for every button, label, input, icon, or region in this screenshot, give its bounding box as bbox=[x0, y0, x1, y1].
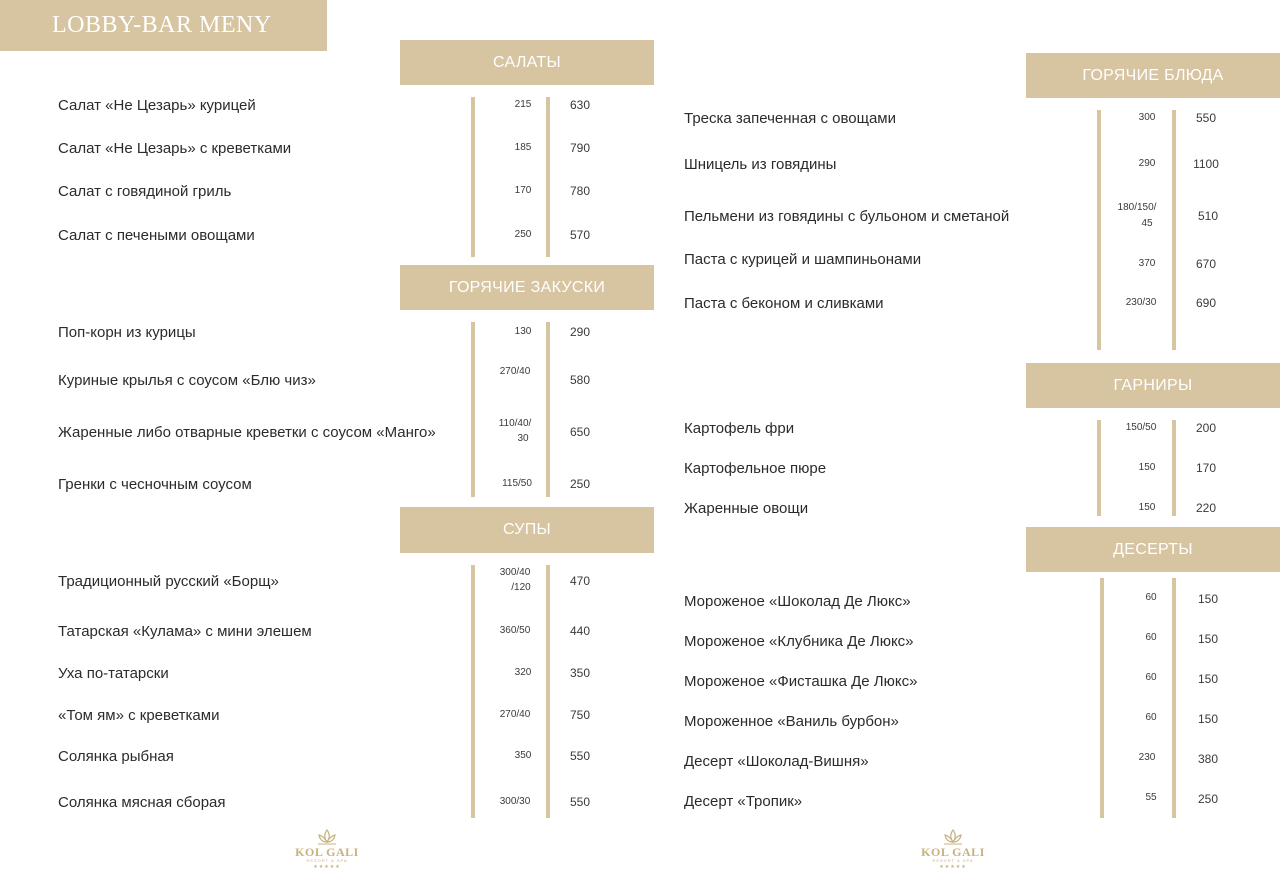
menu-item-price: 790 bbox=[569, 141, 591, 155]
menu-item-price: 690 bbox=[1195, 296, 1217, 310]
logo-stars: ★★★★★ bbox=[313, 864, 341, 870]
section-header-hot-snacks: ГОРЯЧИЕ ЗАКУСКИ bbox=[400, 265, 654, 310]
lotus-icon bbox=[316, 828, 338, 846]
menu-item-name: Уха по-татарски bbox=[58, 665, 169, 682]
resort-logo bbox=[908, 828, 998, 870]
menu-item-name: Шницель из говядины bbox=[684, 156, 837, 173]
menu-item-price: 550 bbox=[569, 795, 591, 809]
menu-item-weight: 115/50 bbox=[502, 478, 532, 489]
menu-item-weight: 150 bbox=[1138, 462, 1156, 473]
logo-subtitle: RESORT & SPA bbox=[932, 858, 974, 863]
menu-item-price: 470 bbox=[569, 574, 591, 588]
menu-item-weight-cont: 30 bbox=[517, 433, 529, 444]
menu-item-price: 220 bbox=[1195, 501, 1217, 515]
divider-weight bbox=[1097, 420, 1101, 516]
menu-item-weight: 150 bbox=[1138, 502, 1156, 513]
menu-item-name: Десерт «Шоколад-Вишня» bbox=[684, 753, 869, 770]
menu-item-price: 780 bbox=[569, 184, 591, 198]
divider-weight bbox=[1097, 110, 1101, 350]
menu-item-weight: 290 bbox=[1138, 158, 1156, 169]
menu-item-weight: 180/150/ bbox=[1117, 202, 1157, 213]
section-header-soups: СУПЫ bbox=[400, 507, 654, 553]
menu-item-weight: 55 bbox=[1145, 792, 1157, 803]
menu-item-name: Солянка мясная сборая bbox=[58, 794, 226, 811]
menu-item-weight: 350 bbox=[514, 750, 532, 761]
menu-item-weight-cont: /120 bbox=[511, 582, 531, 593]
menu-item-price: 550 bbox=[1195, 111, 1217, 125]
menu-item-price: 250 bbox=[1197, 792, 1219, 806]
menu-item-price: 170 bbox=[1195, 461, 1217, 475]
menu-item-weight: 320 bbox=[514, 667, 532, 678]
menu-item-name: Солянка рыбная bbox=[58, 748, 174, 765]
divider-price bbox=[1172, 578, 1176, 818]
section-header-hot-dishes: ГОРЯЧИЕ БЛЮДА bbox=[1026, 53, 1280, 98]
divider-weight bbox=[471, 565, 475, 818]
divider-price bbox=[546, 322, 550, 497]
menu-item-name: Картофель фри bbox=[684, 420, 795, 437]
menu-item-name: Картофельное пюре bbox=[684, 460, 827, 477]
section-header-salads: САЛАТЫ bbox=[400, 40, 654, 85]
lotus-icon bbox=[942, 828, 964, 846]
menu-item-price: 150 bbox=[1197, 712, 1219, 726]
menu-item-weight: 170 bbox=[514, 185, 532, 196]
section-header-garnishes: ГАРНИРЫ bbox=[1026, 363, 1280, 408]
menu-item-weight: 370 bbox=[1138, 258, 1156, 269]
menu-item-weight: 250 bbox=[514, 229, 532, 240]
menu-item-price: 570 bbox=[569, 228, 591, 242]
logo-name: KOL GALI bbox=[921, 845, 985, 859]
menu-item-price: 150 bbox=[1197, 592, 1219, 606]
menu-item-weight: 110/40/ bbox=[498, 418, 532, 429]
menu-item-weight: 60 bbox=[1145, 712, 1157, 723]
menu-item-price: 150 bbox=[1197, 632, 1219, 646]
menu-item-weight: 60 bbox=[1145, 632, 1157, 643]
menu-item-weight: 150/50 bbox=[1125, 422, 1157, 433]
menu-item-price: 550 bbox=[569, 749, 591, 763]
menu-item-name: Треска запеченная с овощами bbox=[684, 110, 896, 127]
divider-price bbox=[1172, 420, 1176, 516]
menu-item-price: 350 bbox=[569, 666, 591, 680]
resort-logo bbox=[282, 828, 372, 870]
divider-weight bbox=[471, 322, 475, 497]
menu-item-price: 150 bbox=[1197, 672, 1219, 686]
menu-item-weight: 185 bbox=[514, 142, 532, 153]
menu-item-name: Мороженое «Клубника Де Люкс» bbox=[684, 633, 914, 650]
menu-item-price: 670 bbox=[1195, 257, 1217, 271]
menu-item-weight: 300/40 bbox=[499, 567, 531, 578]
menu-item-price: 750 bbox=[569, 708, 591, 722]
divider-price bbox=[546, 97, 550, 257]
menu-item-name: Гренки с чесночным соусом bbox=[58, 476, 252, 493]
menu-item-name: Татарская «Кулама» с мини элешем bbox=[58, 623, 312, 640]
menu-item-weight: 230/30 bbox=[1125, 297, 1157, 308]
menu-item-name: Паста с курицей и шампиньонами bbox=[684, 251, 922, 268]
menu-item-name: Традиционный русский «Борщ» bbox=[58, 573, 279, 590]
menu-item-price: 510 bbox=[1197, 209, 1219, 223]
menu-item-name: «Том ям» с креветками bbox=[58, 707, 220, 724]
divider-price bbox=[546, 565, 550, 818]
menu-item-weight: 60 bbox=[1145, 592, 1157, 603]
menu-item-name: Десерт «Тропик» bbox=[684, 793, 803, 810]
logo-name: KOL GALI bbox=[295, 845, 359, 859]
menu-item-name: Мороженое «Фисташка Де Люкс» bbox=[684, 673, 918, 690]
menu-item-price: 200 bbox=[1195, 421, 1217, 435]
menu-item-name: Жаренные либо отварные креветки с соусом «Манго» bbox=[58, 424, 436, 441]
menu-item-weight: 130 bbox=[514, 326, 532, 337]
menu-item-name: Мороженное «Ваниль бурбон» bbox=[684, 713, 899, 730]
menu-item-price: 440 bbox=[569, 624, 591, 638]
menu-item-price: 380 bbox=[1197, 752, 1219, 766]
menu-item-name: Пельмени из говядины с бульоном и сметаной bbox=[684, 208, 1010, 225]
menu-item-name: Салат с говядиной гриль bbox=[58, 183, 232, 200]
menu-item-price: 630 bbox=[569, 98, 591, 112]
menu-item-name: Салат «Не Цезарь» с креветками bbox=[58, 140, 292, 157]
logo-subtitle: RESORT & SPA bbox=[306, 858, 348, 863]
divider-weight bbox=[1100, 578, 1104, 818]
menu-item-price: 650 bbox=[569, 425, 591, 439]
menu-item-name: Салат «Не Цезарь» курицей bbox=[58, 97, 256, 114]
menu-item-weight: 270/40 bbox=[499, 366, 531, 377]
divider-price bbox=[1172, 110, 1176, 350]
menu-item-price: 250 bbox=[569, 477, 591, 491]
section-header-desserts: ДЕСЕРТЫ bbox=[1026, 527, 1280, 572]
menu-item-price: 1100 bbox=[1193, 157, 1219, 171]
menu-item-weight: 230 bbox=[1138, 752, 1156, 763]
menu-item-weight: 60 bbox=[1145, 672, 1157, 683]
divider-weight bbox=[471, 97, 475, 257]
menu-item-weight: 360/50 bbox=[499, 625, 531, 636]
menu-item-name: Поп-корн из курицы bbox=[58, 324, 196, 341]
menu-item-weight: 300 bbox=[1138, 112, 1156, 123]
menu-item-name: Мороженое «Шоколад Де Люкс» bbox=[684, 593, 911, 610]
menu-item-weight: 215 bbox=[514, 99, 532, 110]
logo-stars: ★★★★★ bbox=[939, 864, 967, 870]
menu-item-name: Паста с беконом и сливками bbox=[684, 295, 884, 312]
menu-item-name: Салат с печеными овощами bbox=[58, 227, 255, 244]
menu-item-price: 580 bbox=[569, 373, 591, 387]
menu-item-name: Куриные крылья с соусом «Блю чиз» bbox=[58, 372, 316, 389]
menu-item-weight: 300/30 bbox=[499, 796, 531, 807]
menu-item-price: 290 bbox=[569, 325, 591, 339]
menu-item-weight-cont: 45 bbox=[1141, 218, 1153, 229]
menu-title: LOBBY-BAR MENY bbox=[0, 0, 327, 51]
menu-item-name: Жаренные овощи bbox=[684, 500, 809, 517]
menu-item-weight: 270/40 bbox=[499, 709, 531, 720]
